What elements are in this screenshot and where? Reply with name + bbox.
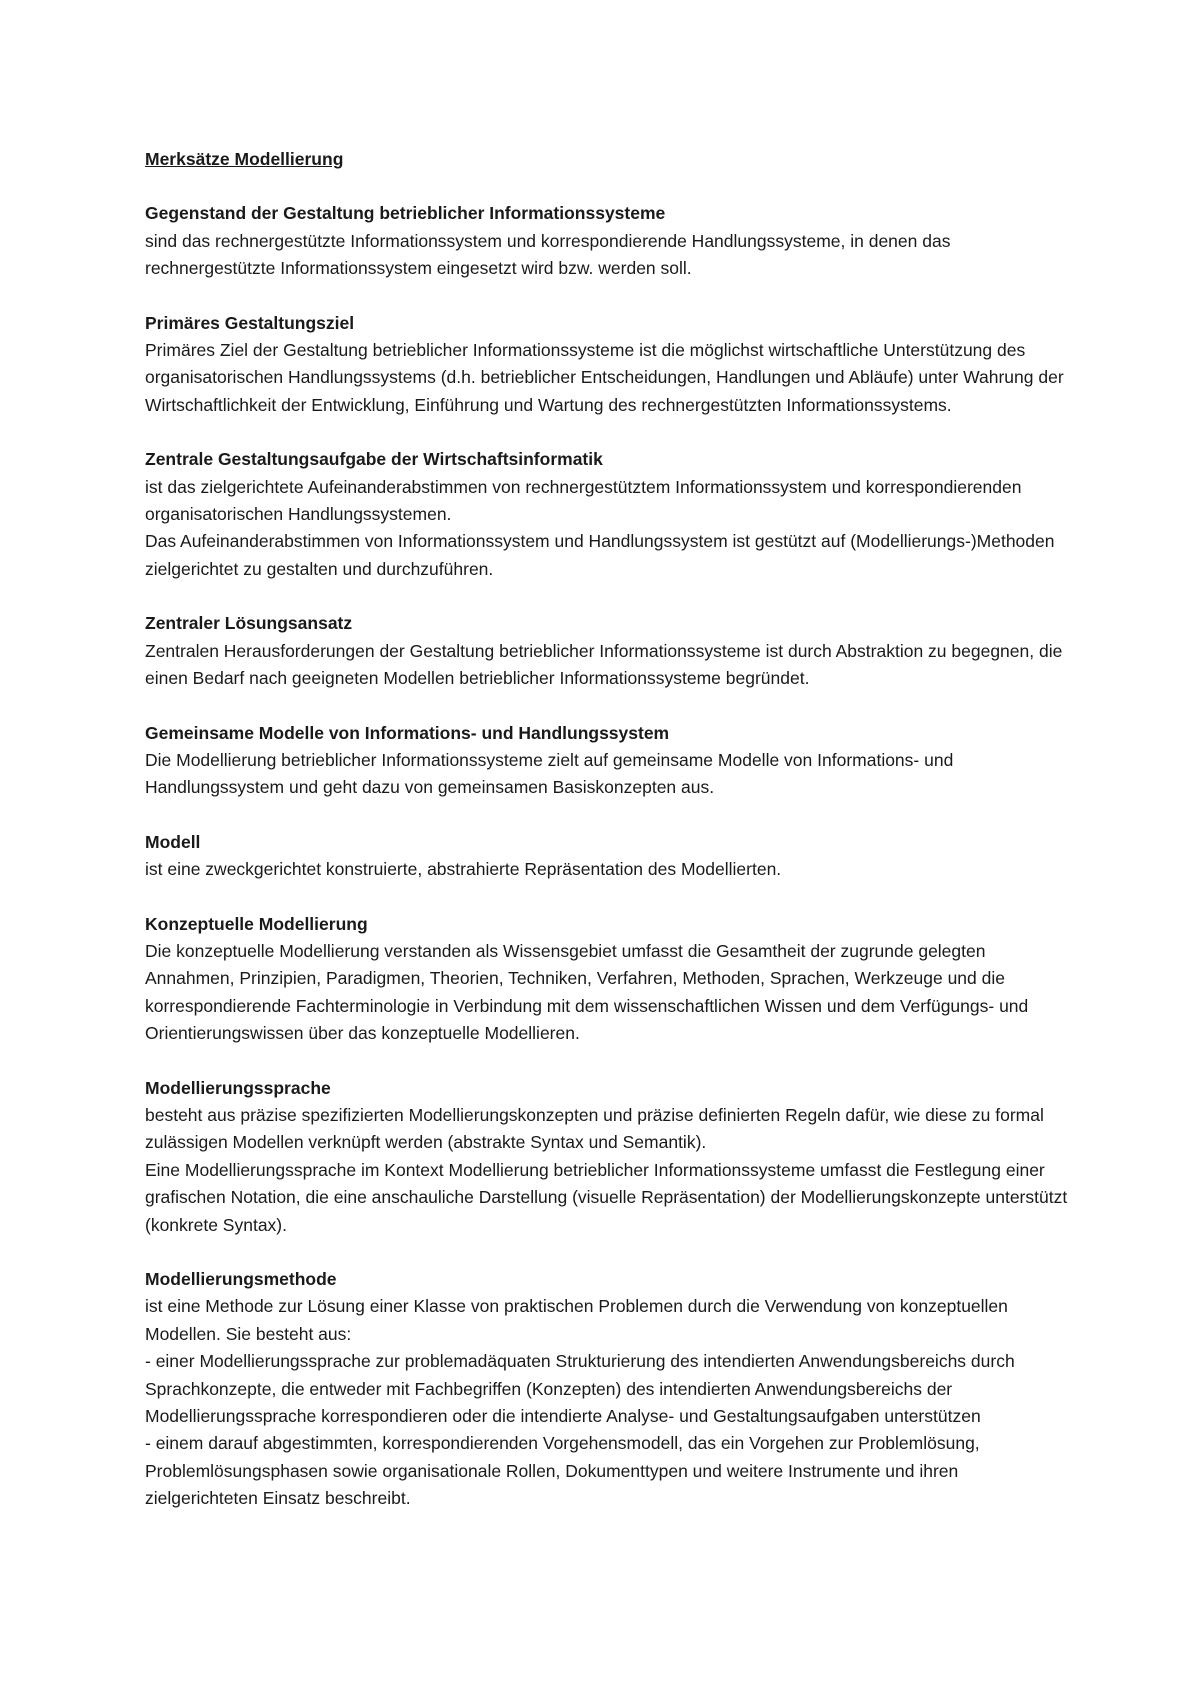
section-paragraph: besteht aus präzise spezifizierten Modellierungskonzepten und präzise definierten Regeln dafür, wie diese zu formal zulässigen Modellen verknüpft werden (abstrakte Syntax und Semantik). xyxy=(145,1104,1044,1153)
section-gemeinsame-modelle xyxy=(145,720,1075,802)
section-primaeres-gestaltungsziel xyxy=(145,310,1075,420)
section-modellierungssprache xyxy=(145,1075,1075,1239)
section-paragraph: - einer Modellierungssprache zur problemadäquaten Strukturierung des intendierten Anwendungsbereichs durch Sprachkonzepte, die entweder mit Fachbegriffen (Konzepten) des intendierten Anwendungsbereichs der Modellierungssprache korrespondieren oder die intendierte Analyse- und Gestaltungsaufgaben unterstützen xyxy=(145,1351,1015,1427)
section-paragraph: sind das rechnergestützte Informationssystem und korrespondierende Handlungssysteme, in denen das rechnergestützte Informationssystem eingesetzt wird bzw. werden soll. xyxy=(145,230,951,279)
section-paragraph: Die konzeptuelle Modellierung verstanden als Wissensgebiet umfasst die Gesamtheit der zugrunde gelegten Annahmen, Prinzipien, Paradigmen, Theorien, Techniken, Verfahren, Methoden, Sprachen, Werkzeuge und die korrespondierende Fachterminologie in Verbindung mit dem wissenschaftlichen Wissen und dem Verfügungs- und Orientierungswissen über das konzeptuelle Modellieren. xyxy=(145,940,1029,1044)
section-paragraph: Das Aufeinanderabstimmen von Informationssystem und Handlungssystem ist gestützt auf (Modellierungs-)Methoden zielgerichtet zu gestalten und durchzuführen. xyxy=(145,531,1055,579)
section-paragraph: ist das zielgerichtete Aufeinanderabstimmen von rechnergestütztem Informationssystem und korrespondierenden organisatorischen Handlungssystemen. xyxy=(145,476,1022,525)
section-heading: Modellierungssprache xyxy=(145,1077,331,1098)
section-paragraph: ist eine Methode zur Lösung einer Klasse von praktischen Problemen durch die Verwendung von konzeptuellen Modellen. Sie besteht aus: xyxy=(145,1296,1008,1344)
section-paragraph: Die Modellierung betrieblicher Informationssysteme zielt auf gemeinsame Modelle von Informations- und Handlungssystem und geht dazu von gemeinsamen Basiskonzepten aus. xyxy=(145,749,954,798)
section-modellierungsmethode xyxy=(145,1266,1075,1513)
section-paragraph: Primäres Ziel der Gestaltung betrieblicher Informationssysteme ist die möglichst wirtschaftliche Unterstützung des organisatorischen Handlungssystems (d.h. betrieblicher Entscheidungen, Handlungen und Abläufe) unter Wahrung der Wirtschaftlichkeit der Entwicklung, Einführung und Wartung des rechnergestützten Informationssystems. xyxy=(145,340,1064,415)
section-paragraph: - einem darauf abgestimmten, korrespondierenden Vorgehensmodell, das ein Vorgehen zur Problemlösung, Problemlösungsphasen sowie organisationale Rollen, Dokumenttypen und weitere Instrumente und ihren zielgerichteten Einsatz beschreibt. xyxy=(145,1433,980,1509)
section-heading: Modellierungsmethode xyxy=(145,1269,337,1289)
section-heading: Konzeptuelle Modellierung xyxy=(145,913,368,934)
section-zentraler-loesungsansatz xyxy=(145,610,1075,692)
section-zentrale-gestaltungsaufgabe xyxy=(145,446,1075,583)
document-page xyxy=(145,146,1075,1540)
section-heading: Zentraler Lösungsansatz xyxy=(145,613,353,634)
section-heading: Primäres Gestaltungsziel xyxy=(145,312,355,333)
section-gegenstand xyxy=(145,200,1075,282)
section-heading: Modell xyxy=(145,831,201,852)
section-heading: Gemeinsame Modelle von Informations- und Handlungssystem xyxy=(145,722,670,743)
section-heading: Gegenstand der Gestaltung betrieblicher Informationssysteme xyxy=(145,203,666,224)
section-paragraph: Zentralen Herausforderungen der Gestaltung betrieblicher Informationssysteme ist durch Abstraktion zu begegnen, die einen Bedarf nach geeigneten Modellen betrieblicher Informationssysteme begründet. xyxy=(145,640,1063,689)
section-paragraph: ist eine zweckgerichtet konstruierte, abstrahierte Repräsentation des Modellierten. xyxy=(145,859,782,880)
section-modell xyxy=(145,829,1075,884)
document-title: Merksätze Modellierung xyxy=(145,149,344,169)
section-paragraph: Eine Modellierungssprache im Kontext Modellierung betrieblicher Informationssysteme umfasst die Festlegung einer grafischen Notation, die eine anschauliche Darstellung (visuelle Repräsentation) der Modellierungskonzepte unterstützt (konkrete Syntax). xyxy=(145,1159,1068,1235)
section-heading: Zentrale Gestaltungsaufgabe der Wirtschaftsinformatik xyxy=(145,449,603,470)
section-konzeptuelle-modellierung xyxy=(145,911,1075,1048)
